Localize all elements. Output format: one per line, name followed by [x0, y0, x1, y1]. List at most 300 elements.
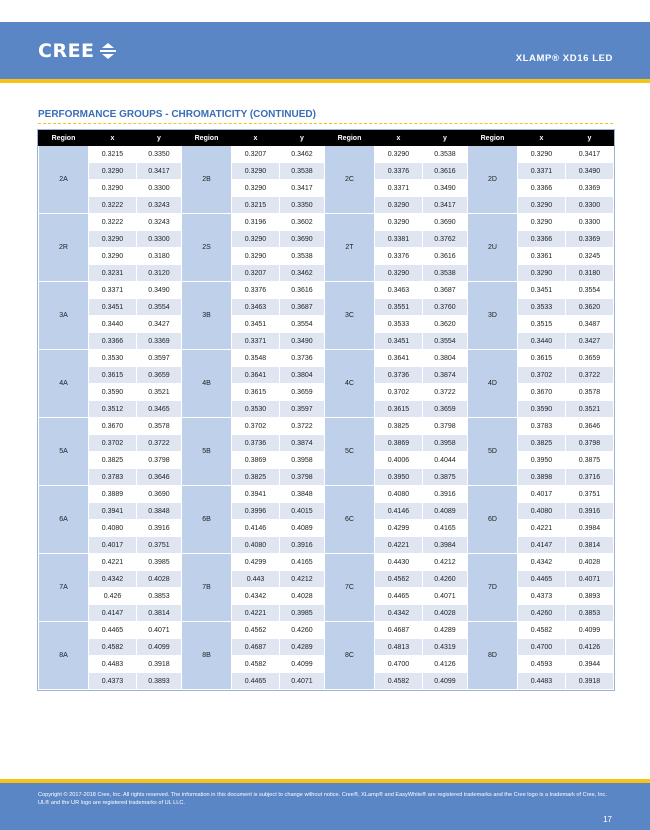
region-cell: 4C	[325, 350, 375, 418]
y-value-cell: 0.4028	[566, 554, 614, 571]
product-name: XLAMP® XD16 LED	[515, 53, 613, 64]
y-value-cell: 0.3690	[137, 486, 182, 503]
y-value-cell: 0.3490	[566, 163, 614, 180]
y-value-cell: 0.4099	[423, 673, 468, 690]
x-value-cell: 0.3950	[375, 469, 423, 486]
y-value-cell: 0.3916	[423, 486, 468, 503]
y-value-cell: 0.3798	[423, 418, 468, 435]
y-value-cell: 0.3350	[137, 146, 182, 163]
x-value-cell: 0.3290	[518, 197, 566, 214]
y-value-cell: 0.3554	[423, 333, 468, 350]
y-value-cell: 0.3369	[137, 333, 182, 350]
y-value-cell: 0.3490	[280, 333, 325, 350]
table-row	[39, 554, 614, 571]
y-value-cell: 0.3417	[566, 146, 614, 163]
y-value-cell: 0.4071	[566, 571, 614, 588]
x-value-cell: 0.3783	[89, 469, 137, 486]
y-value-cell: 0.4165	[280, 554, 325, 571]
x-value-cell: 0.3670	[518, 384, 566, 401]
x-value-cell: 0.3590	[89, 384, 137, 401]
column-header: y	[423, 131, 468, 146]
y-value-cell: 0.3538	[423, 265, 468, 282]
y-value-cell: 0.3690	[280, 231, 325, 248]
x-value-cell: 0.4017	[89, 537, 137, 554]
region-cell: 2A	[39, 146, 89, 214]
x-value-cell: 0.426	[89, 588, 137, 605]
y-value-cell: 0.4289	[423, 622, 468, 639]
table-row	[39, 418, 614, 435]
region-cell: 6A	[39, 486, 89, 554]
x-value-cell: 0.3361	[518, 248, 566, 265]
x-value-cell: 0.4342	[89, 571, 137, 588]
x-value-cell: 0.4299	[232, 554, 280, 571]
y-value-cell: 0.4089	[423, 503, 468, 520]
column-header: x	[518, 131, 566, 146]
y-value-cell: 0.3716	[566, 469, 614, 486]
x-value-cell: 0.4006	[375, 452, 423, 469]
x-value-cell: 0.4483	[89, 656, 137, 673]
x-value-cell: 0.4430	[375, 554, 423, 571]
cree-logo-icon	[100, 43, 116, 59]
column-header: y	[280, 131, 325, 146]
x-value-cell: 0.3451	[518, 282, 566, 299]
x-value-cell: 0.3366	[518, 231, 566, 248]
x-value-cell: 0.4342	[232, 588, 280, 605]
x-value-cell: 0.4299	[375, 520, 423, 537]
x-value-cell: 0.3371	[518, 163, 566, 180]
y-value-cell: 0.3804	[280, 367, 325, 384]
x-value-cell: 0.3207	[232, 146, 280, 163]
region-cell: 2R	[39, 214, 89, 282]
y-value-cell: 0.3874	[423, 367, 468, 384]
y-value-cell: 0.3462	[280, 146, 325, 163]
y-value-cell: 0.3853	[566, 605, 614, 622]
x-value-cell: 0.3451	[89, 299, 137, 316]
y-value-cell: 0.3848	[137, 503, 182, 520]
x-value-cell: 0.3825	[89, 452, 137, 469]
region-cell: 2T	[325, 214, 375, 282]
x-value-cell: 0.4221	[89, 554, 137, 571]
x-value-cell: 0.3641	[232, 367, 280, 384]
y-value-cell: 0.3427	[566, 333, 614, 350]
x-value-cell: 0.4813	[375, 639, 423, 656]
x-value-cell: 0.3548	[232, 350, 280, 367]
x-value-cell: 0.4146	[375, 503, 423, 520]
x-value-cell: 0.4342	[375, 605, 423, 622]
y-value-cell: 0.3350	[280, 197, 325, 214]
x-value-cell: 0.3451	[232, 316, 280, 333]
x-value-cell: 0.3941	[89, 503, 137, 520]
x-value-cell: 0.4146	[232, 520, 280, 537]
x-value-cell: 0.3736	[375, 367, 423, 384]
x-value-cell: 0.3290	[375, 265, 423, 282]
y-value-cell: 0.3798	[566, 435, 614, 452]
x-value-cell: 0.3702	[375, 384, 423, 401]
y-value-cell: 0.3300	[566, 197, 614, 214]
y-value-cell: 0.3646	[137, 469, 182, 486]
region-cell: 5B	[182, 418, 232, 486]
y-value-cell: 0.4260	[423, 571, 468, 588]
table-row	[39, 214, 614, 231]
x-value-cell: 0.4562	[232, 622, 280, 639]
region-cell: 4D	[468, 350, 518, 418]
column-header: Region	[325, 131, 375, 146]
x-value-cell: 0.3736	[232, 435, 280, 452]
y-value-cell: 0.4212	[280, 571, 325, 588]
y-value-cell: 0.4260	[280, 622, 325, 639]
y-value-cell: 0.3646	[566, 418, 614, 435]
y-value-cell: 0.4071	[423, 588, 468, 605]
x-value-cell: 0.3222	[89, 214, 137, 231]
y-value-cell: 0.3597	[137, 350, 182, 367]
y-value-cell: 0.3597	[280, 401, 325, 418]
x-value-cell: 0.3381	[375, 231, 423, 248]
x-value-cell: 0.3231	[89, 265, 137, 282]
y-value-cell: 0.4212	[423, 554, 468, 571]
y-value-cell: 0.3521	[137, 384, 182, 401]
y-value-cell: 0.3736	[280, 350, 325, 367]
y-value-cell: 0.3751	[137, 537, 182, 554]
x-value-cell: 0.3702	[89, 435, 137, 452]
x-value-cell: 0.3451	[375, 333, 423, 350]
y-value-cell: 0.3369	[566, 180, 614, 197]
y-value-cell: 0.3687	[280, 299, 325, 316]
y-value-cell: 0.4289	[280, 639, 325, 656]
y-value-cell: 0.3616	[423, 248, 468, 265]
x-value-cell: 0.3196	[232, 214, 280, 231]
y-value-cell: 0.3916	[137, 520, 182, 537]
region-cell: 6D	[468, 486, 518, 554]
y-value-cell: 0.3916	[566, 503, 614, 520]
x-value-cell: 0.3869	[232, 452, 280, 469]
column-header: x	[375, 131, 423, 146]
y-value-cell: 0.3875	[566, 452, 614, 469]
x-value-cell: 0.4221	[232, 605, 280, 622]
x-value-cell: 0.4483	[518, 673, 566, 690]
y-value-cell: 0.4044	[423, 452, 468, 469]
y-value-cell: 0.3659	[137, 367, 182, 384]
x-value-cell: 0.3615	[518, 350, 566, 367]
y-value-cell: 0.4015	[280, 503, 325, 520]
region-cell: 6C	[325, 486, 375, 554]
column-header: Region	[39, 131, 89, 146]
x-value-cell: 0.4593	[518, 656, 566, 673]
region-cell: 3C	[325, 282, 375, 350]
y-value-cell: 0.3751	[566, 486, 614, 503]
x-value-cell: 0.4373	[518, 588, 566, 605]
x-value-cell: 0.3290	[375, 214, 423, 231]
x-value-cell: 0.3290	[89, 248, 137, 265]
x-value-cell: 0.4221	[375, 537, 423, 554]
x-value-cell: 0.3515	[518, 316, 566, 333]
y-value-cell: 0.3893	[566, 588, 614, 605]
y-value-cell: 0.3300	[137, 231, 182, 248]
title-divider	[38, 123, 613, 124]
logo-text: CREE	[38, 40, 95, 62]
x-value-cell: 0.4687	[232, 639, 280, 656]
x-value-cell: 0.3440	[518, 333, 566, 350]
x-value-cell: 0.443	[232, 571, 280, 588]
y-value-cell: 0.4319	[423, 639, 468, 656]
y-value-cell: 0.3944	[566, 656, 614, 673]
y-value-cell: 0.3620	[566, 299, 614, 316]
y-value-cell: 0.3690	[423, 214, 468, 231]
y-value-cell: 0.3616	[423, 163, 468, 180]
y-value-cell: 0.4165	[423, 520, 468, 537]
region-cell: 8D	[468, 622, 518, 690]
x-value-cell: 0.3376	[232, 282, 280, 299]
y-value-cell: 0.3659	[423, 401, 468, 418]
column-header: y	[566, 131, 614, 146]
y-value-cell: 0.3984	[566, 520, 614, 537]
x-value-cell: 0.3825	[232, 469, 280, 486]
table-row	[39, 282, 614, 299]
x-value-cell: 0.3950	[518, 452, 566, 469]
y-value-cell: 0.3554	[280, 316, 325, 333]
x-value-cell: 0.4582	[89, 639, 137, 656]
x-value-cell: 0.3898	[518, 469, 566, 486]
region-cell: 7A	[39, 554, 89, 622]
y-value-cell: 0.3369	[566, 231, 614, 248]
y-value-cell: 0.4099	[566, 622, 614, 639]
x-value-cell: 0.3869	[375, 435, 423, 452]
x-value-cell: 0.4465	[232, 673, 280, 690]
x-value-cell: 0.3290	[232, 231, 280, 248]
x-value-cell: 0.3376	[375, 248, 423, 265]
x-value-cell: 0.3290	[89, 180, 137, 197]
x-value-cell: 0.3889	[89, 486, 137, 503]
x-value-cell: 0.3290	[232, 248, 280, 265]
y-value-cell: 0.3958	[280, 452, 325, 469]
region-cell: 7D	[468, 554, 518, 622]
y-value-cell: 0.4099	[137, 639, 182, 656]
x-value-cell: 0.3533	[375, 316, 423, 333]
section-title: PERFORMANCE GROUPS - CHROMATICITY (CONTINUED)	[38, 109, 316, 120]
copyright-notice: Copyright © 2017-2018 Cree, Inc. All rights reserved. The information in this document is subject to change without notice. Cree®, XLamp® and EasyWhite® are registered trademarks and the Cree logo is a trademark of Cree, Inc. UL® and the UR logo are registered trademarks of UL LLC.	[38, 792, 607, 806]
region-cell: 2B	[182, 146, 232, 214]
x-value-cell: 0.4373	[89, 673, 137, 690]
region-cell: 6B	[182, 486, 232, 554]
x-value-cell: 0.4700	[518, 639, 566, 656]
header-accent-stripe	[0, 79, 650, 83]
y-value-cell: 0.3814	[137, 605, 182, 622]
x-value-cell: 0.3290	[232, 163, 280, 180]
table-row	[39, 350, 614, 367]
column-header: Region	[182, 131, 232, 146]
x-value-cell: 0.3702	[518, 367, 566, 384]
table-header-row	[39, 131, 614, 146]
region-cell: 8A	[39, 622, 89, 690]
x-value-cell: 0.3215	[232, 197, 280, 214]
y-value-cell: 0.3659	[280, 384, 325, 401]
y-value-cell: 0.3300	[137, 180, 182, 197]
y-value-cell: 0.3918	[137, 656, 182, 673]
x-value-cell: 0.3463	[375, 282, 423, 299]
y-value-cell: 0.3180	[137, 248, 182, 265]
table-row	[39, 486, 614, 503]
y-value-cell: 0.3722	[566, 367, 614, 384]
region-cell: 5C	[325, 418, 375, 486]
y-value-cell: 0.3875	[423, 469, 468, 486]
y-value-cell: 0.3853	[137, 588, 182, 605]
x-value-cell: 0.4342	[518, 554, 566, 571]
x-value-cell: 0.4582	[518, 622, 566, 639]
y-value-cell: 0.3985	[280, 605, 325, 622]
region-cell: 7C	[325, 554, 375, 622]
x-value-cell: 0.3222	[89, 197, 137, 214]
y-value-cell: 0.3762	[423, 231, 468, 248]
x-value-cell: 0.4221	[518, 520, 566, 537]
y-value-cell: 0.3916	[280, 537, 325, 554]
y-value-cell: 0.4028	[423, 605, 468, 622]
x-value-cell: 0.3615	[375, 401, 423, 418]
y-value-cell: 0.3659	[566, 350, 614, 367]
y-value-cell: 0.3243	[137, 214, 182, 231]
x-value-cell: 0.3215	[89, 146, 137, 163]
x-value-cell: 0.3530	[232, 401, 280, 418]
x-value-cell: 0.3530	[89, 350, 137, 367]
y-value-cell: 0.3984	[423, 537, 468, 554]
y-value-cell: 0.3490	[423, 180, 468, 197]
y-value-cell: 0.3487	[566, 316, 614, 333]
y-value-cell: 0.4028	[137, 571, 182, 588]
cree-logo	[38, 40, 116, 62]
y-value-cell: 0.3538	[280, 163, 325, 180]
region-cell: 7B	[182, 554, 232, 622]
region-cell: 2D	[468, 146, 518, 214]
y-value-cell: 0.3985	[137, 554, 182, 571]
y-value-cell: 0.4126	[423, 656, 468, 673]
x-value-cell: 0.3825	[375, 418, 423, 435]
x-value-cell: 0.3366	[89, 333, 137, 350]
y-value-cell: 0.3620	[423, 316, 468, 333]
x-value-cell: 0.4147	[518, 537, 566, 554]
column-header: Region	[468, 131, 518, 146]
y-value-cell: 0.4071	[137, 622, 182, 639]
x-value-cell: 0.4017	[518, 486, 566, 503]
region-cell: 8C	[325, 622, 375, 690]
x-value-cell: 0.3702	[232, 418, 280, 435]
column-header: x	[232, 131, 280, 146]
y-value-cell: 0.3521	[566, 401, 614, 418]
y-value-cell: 0.4071	[280, 673, 325, 690]
y-value-cell: 0.3958	[423, 435, 468, 452]
y-value-cell: 0.3243	[137, 197, 182, 214]
chromaticity-table	[38, 130, 614, 690]
y-value-cell: 0.3180	[566, 265, 614, 282]
x-value-cell: 0.3371	[89, 282, 137, 299]
y-value-cell: 0.3848	[280, 486, 325, 503]
region-cell: 2U	[468, 214, 518, 282]
x-value-cell: 0.4687	[375, 622, 423, 639]
region-cell: 4B	[182, 350, 232, 418]
region-cell: 3A	[39, 282, 89, 350]
x-value-cell: 0.3290	[89, 231, 137, 248]
y-value-cell: 0.3616	[280, 282, 325, 299]
x-value-cell: 0.4465	[375, 588, 423, 605]
region-cell: 5A	[39, 418, 89, 486]
x-value-cell: 0.3207	[232, 265, 280, 282]
x-value-cell: 0.3512	[89, 401, 137, 418]
y-value-cell: 0.3538	[280, 248, 325, 265]
x-value-cell: 0.4562	[375, 571, 423, 588]
x-value-cell: 0.4700	[375, 656, 423, 673]
x-value-cell: 0.4582	[232, 656, 280, 673]
y-value-cell: 0.4028	[280, 588, 325, 605]
y-value-cell: 0.3427	[137, 316, 182, 333]
x-value-cell: 0.4147	[89, 605, 137, 622]
y-value-cell: 0.3417	[137, 163, 182, 180]
x-value-cell: 0.3376	[375, 163, 423, 180]
y-value-cell: 0.3760	[423, 299, 468, 316]
column-header: y	[137, 131, 182, 146]
y-value-cell: 0.3687	[423, 282, 468, 299]
x-value-cell: 0.3366	[518, 180, 566, 197]
y-value-cell: 0.3554	[566, 282, 614, 299]
x-value-cell: 0.4582	[375, 673, 423, 690]
region-cell: 2C	[325, 146, 375, 214]
x-value-cell: 0.3440	[89, 316, 137, 333]
y-value-cell: 0.3602	[280, 214, 325, 231]
region-cell: 4A	[39, 350, 89, 418]
x-value-cell: 0.3783	[518, 418, 566, 435]
y-value-cell: 0.4126	[566, 639, 614, 656]
region-cell: 5D	[468, 418, 518, 486]
region-cell: 3B	[182, 282, 232, 350]
y-value-cell: 0.3538	[423, 146, 468, 163]
y-value-cell: 0.3804	[423, 350, 468, 367]
y-value-cell: 0.3722	[137, 435, 182, 452]
y-value-cell: 0.3465	[137, 401, 182, 418]
column-header: x	[89, 131, 137, 146]
x-value-cell: 0.3996	[232, 503, 280, 520]
y-value-cell: 0.3490	[137, 282, 182, 299]
y-value-cell: 0.3918	[566, 673, 614, 690]
x-value-cell: 0.3290	[232, 180, 280, 197]
x-value-cell: 0.3941	[232, 486, 280, 503]
y-value-cell: 0.3798	[137, 452, 182, 469]
x-value-cell: 0.4080	[518, 503, 566, 520]
x-value-cell: 0.3371	[232, 333, 280, 350]
x-value-cell: 0.3615	[89, 367, 137, 384]
region-cell: 8B	[182, 622, 232, 690]
y-value-cell: 0.3120	[137, 265, 182, 282]
region-cell: 3D	[468, 282, 518, 350]
y-value-cell: 0.3300	[566, 214, 614, 231]
y-value-cell: 0.3417	[423, 197, 468, 214]
y-value-cell: 0.3245	[566, 248, 614, 265]
y-value-cell: 0.3893	[137, 673, 182, 690]
y-value-cell: 0.3722	[423, 384, 468, 401]
y-value-cell: 0.3578	[566, 384, 614, 401]
y-value-cell: 0.3874	[280, 435, 325, 452]
y-value-cell: 0.3462	[280, 265, 325, 282]
y-value-cell: 0.3554	[137, 299, 182, 316]
x-value-cell: 0.3463	[232, 299, 280, 316]
x-value-cell: 0.3290	[518, 214, 566, 231]
y-value-cell: 0.3722	[280, 418, 325, 435]
x-value-cell: 0.4080	[232, 537, 280, 554]
x-value-cell: 0.3290	[89, 163, 137, 180]
x-value-cell: 0.4465	[89, 622, 137, 639]
x-value-cell: 0.4260	[518, 605, 566, 622]
x-value-cell: 0.4080	[89, 520, 137, 537]
table-row	[39, 146, 614, 163]
x-value-cell: 0.3825	[518, 435, 566, 452]
x-value-cell: 0.3371	[375, 180, 423, 197]
x-value-cell: 0.3590	[518, 401, 566, 418]
y-value-cell: 0.4089	[280, 520, 325, 537]
